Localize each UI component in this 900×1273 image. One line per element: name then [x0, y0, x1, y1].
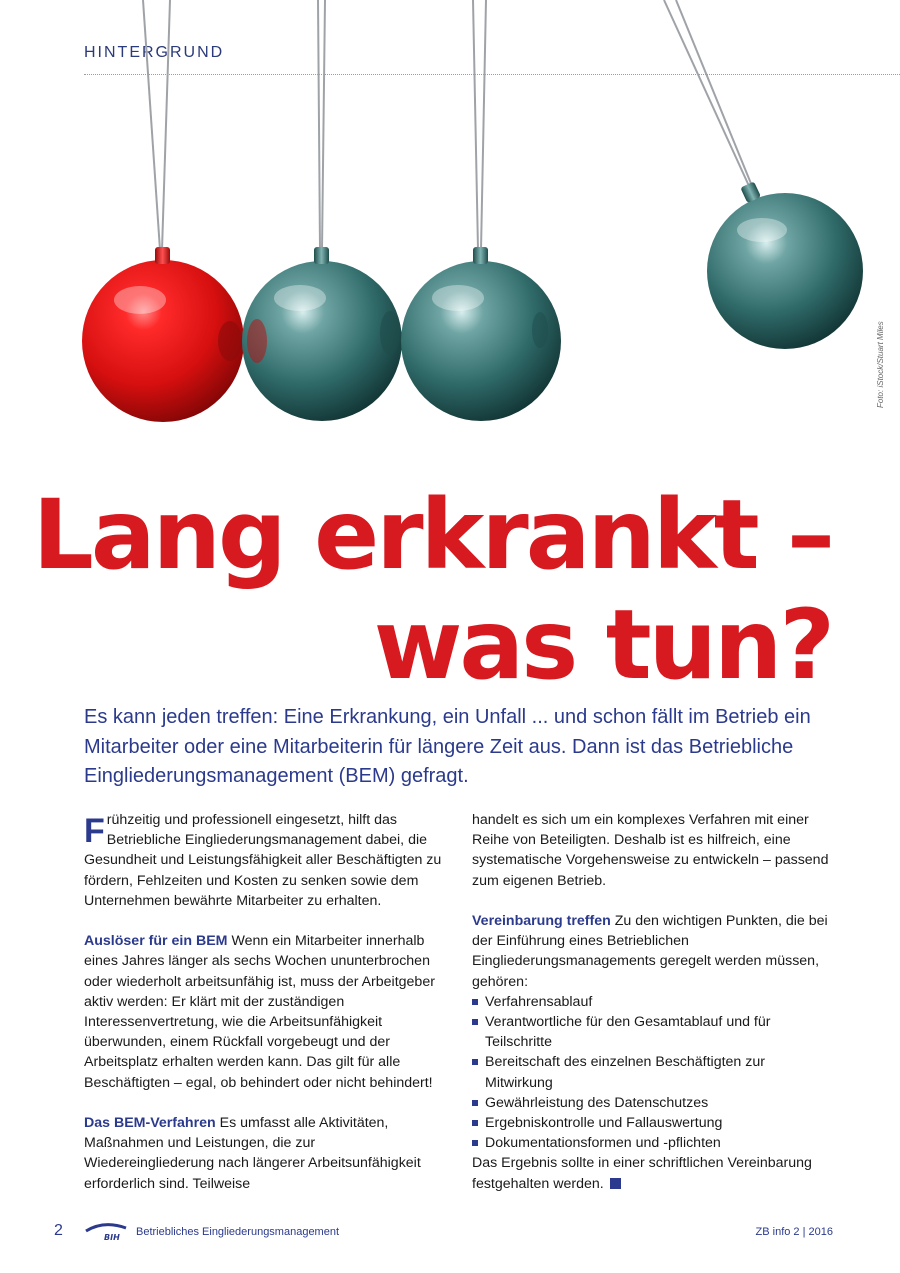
subheading-agreement: Vereinbarung treffen	[472, 913, 611, 929]
intro-text: rühzeitig und professionell eingesetzt, hilft das Betriebliche Eingliederungsmanagement dabei, die Gesundheit und Leistungsfähigkeit aller Beschäftigten zu fördern, Fehlzeiten und Kosten zu senken sowie dem Unternehmen bewährte Mitarbeiter zu erhalten.	[84, 812, 442, 909]
article-column-left	[84, 810, 446, 1214]
agreement-bullet-list	[472, 992, 834, 1154]
bih-logo	[84, 1222, 128, 1242]
headline-line-1: Lang erkrankt –	[32, 479, 832, 591]
intro-paragraph	[84, 810, 446, 911]
headline	[33, 480, 832, 700]
drop-cap: F	[84, 812, 105, 850]
bih-logo-text: BIH	[104, 1233, 120, 1242]
bullet-item: Dokumentationsformen und -pflichten	[472, 1133, 834, 1153]
newtons-cradle-photo	[0, 0, 900, 440]
subheading-procedure: Das BEM-Verfahren	[84, 1115, 216, 1132]
end-of-article-square-icon	[610, 1178, 621, 1189]
headline-line-2: was tun?	[373, 589, 832, 701]
photo-credit: Foto: iStock/Stuart Miles	[876, 321, 885, 408]
procedure-text: Es umfasst alle Aktivitäten, Maßnahmen und Leistungen, die zur Wiedereingliederung nach längerer Arbeitsunfähigkeit erforderlich sind. Teilweise	[84, 1115, 421, 1192]
article-column-right	[472, 810, 834, 1194]
trigger-text: Wenn ein Mitarbeiter innerhalb eines Jahres länger als sechs Wochen ununterbrochen oder wiederholt arbeitsunfähig ist, muss der Arbeitgeber aktiv werden: Er klärt mit der zuständigen Interessenvertretung, wie die Arbeitsunfähigkeit überwunden, einem Rückfall vorgebeugt und der Arbeitsplatz erhalten werden kann. Das gilt für alle Beschäftigten – egal, ob behindert oder nicht behindert!	[84, 933, 435, 1091]
section-label: HINTERGRUND	[84, 44, 225, 61]
agreement-text: Zu den wichtigen Punkten, die bei der Einführung eines Betrieblichen Eingliederungsmanagements geregelt werden müssen, gehören:	[472, 913, 828, 990]
closing-text: Das Ergebnis sollte in einer schriftlichen Vereinbarung festgehalten werden.	[472, 1155, 812, 1192]
lead-paragraph: Es kann jeden treffen: Eine Erkrankung, ein Unfall ... und schon fällt im Betrieb ein Mitarbeiter oder eine Mitarbeiterin für längere Zeit aus. Dann ist das Betriebliche Eingliederungsmanagement (BEM) gefragt.	[84, 706, 811, 787]
section-agreement	[472, 911, 834, 1194]
bullet-item: Verfahrensablauf	[472, 992, 834, 1012]
section-trigger	[84, 931, 446, 1093]
bullet-item: Verantwortliche für den Gesamtablauf und für Teilschritte	[472, 1012, 834, 1052]
bullet-item: Ergebniskontrolle und Fallauswertung	[472, 1113, 834, 1133]
subheading-trigger: Auslöser für ein BEM	[84, 933, 228, 950]
procedure-continued: handelt es sich um ein komplexes Verfahren mit einer Reihe von Beteiligten. Deshalb ist es hilfreich, eine systematische Vorgehensweise zu entwickeln – passend zum eigenen Betrieb.	[472, 812, 829, 889]
closing-paragraph	[472, 1153, 834, 1193]
issue-label: ZB info 2 | 2016	[755, 1226, 833, 1238]
section-procedure	[84, 1113, 446, 1194]
publication-title: Betriebliches Eingliederungsmanagement	[136, 1226, 340, 1238]
page-number: 2	[54, 1222, 63, 1239]
bullet-item: Gewährleistung des Datenschutzes	[472, 1093, 834, 1113]
bullet-item: Bereitschaft des einzelnen Beschäftigten zur Mitwirkung	[472, 1052, 834, 1092]
